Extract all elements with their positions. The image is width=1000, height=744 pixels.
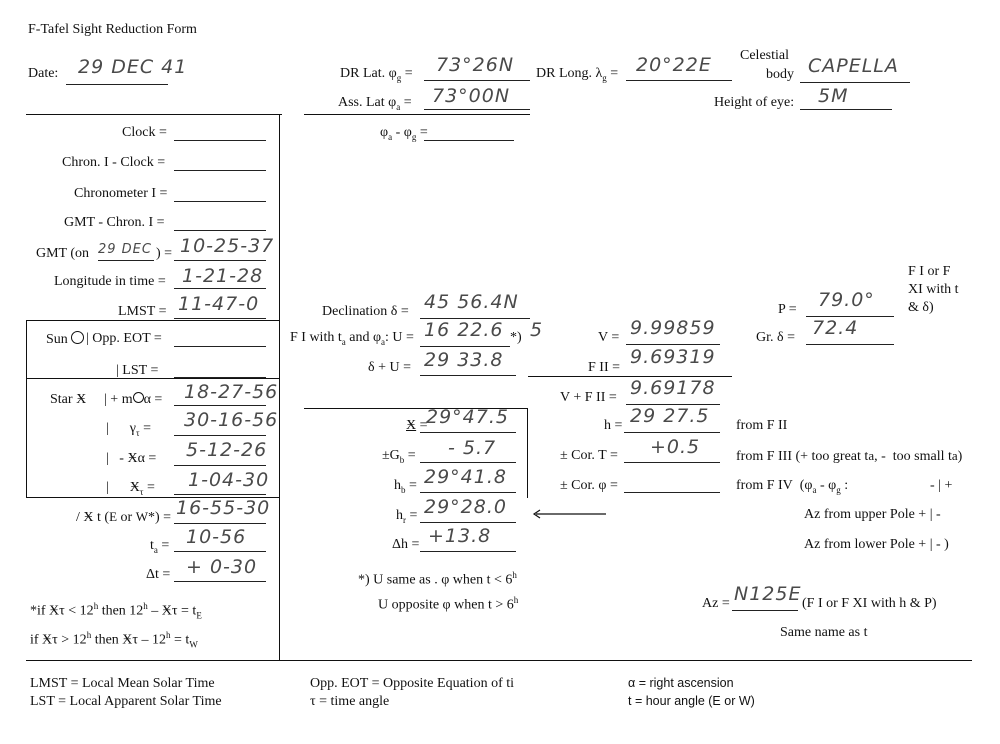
header-divider bbox=[304, 114, 530, 115]
dh-label: Δh = bbox=[392, 537, 420, 552]
ass-lat-value[interactable]: 73°00N bbox=[432, 85, 511, 107]
ass-lat-line bbox=[424, 109, 530, 110]
t-line bbox=[174, 523, 266, 524]
gr-value[interactable]: 72.4 bbox=[812, 317, 859, 339]
arrow-left-icon bbox=[530, 508, 608, 520]
gr-line bbox=[806, 344, 894, 345]
gb-value[interactable]: - 5.7 bbox=[448, 437, 497, 459]
fi-line bbox=[420, 346, 510, 347]
fii-value[interactable]: 9.69319 bbox=[630, 346, 716, 368]
chron-clock-label: Chron. I - Clock = bbox=[62, 155, 166, 170]
h-line bbox=[624, 432, 720, 433]
star-tau-line bbox=[174, 494, 266, 495]
long-time-line bbox=[174, 288, 266, 289]
fi-suffix: *) bbox=[510, 330, 522, 345]
opp-eot-line bbox=[174, 346, 266, 347]
az-value[interactable]: N125E bbox=[734, 583, 802, 605]
long-time-value[interactable]: 1-21-28 bbox=[182, 265, 264, 287]
date-value[interactable]: 29 DEC 41 bbox=[78, 56, 188, 78]
gmt-line bbox=[174, 260, 266, 261]
middle-box-right bbox=[527, 408, 528, 498]
dr-long-label: DR Long. $\lambda_g$ = bbox=[536, 66, 619, 83]
m-alpha-line bbox=[174, 405, 266, 406]
date-label: Date: bbox=[28, 66, 59, 81]
star-label bbox=[50, 392, 86, 408]
az-upper: Az from upper Pole + | - bbox=[804, 507, 941, 522]
dr-lat-value[interactable]: 73°26N bbox=[436, 54, 515, 76]
v-fii-label: V + F II = bbox=[560, 390, 617, 405]
dr-lat-line bbox=[424, 80, 530, 81]
xi-with-t: XI with t bbox=[908, 282, 959, 297]
and-delta: & δ) bbox=[908, 300, 934, 315]
dt-label: Δt = bbox=[146, 567, 171, 582]
fi-label: F I with $t_a$ and $\varphi_a$: U = bbox=[290, 330, 414, 347]
fi-or-f: F I or F bbox=[908, 264, 951, 279]
dt-line bbox=[174, 581, 266, 582]
gamma-tau-line bbox=[174, 435, 266, 436]
legend-opp-eot: Opp. EOT = Opposite Equation of ti bbox=[310, 676, 515, 691]
ta-value[interactable]: 10-56 bbox=[186, 526, 247, 548]
dh-line bbox=[420, 551, 516, 552]
t-value[interactable]: 16-55-30 bbox=[176, 497, 271, 519]
legend-t-hour: t = hour angle (E or W) bbox=[628, 694, 755, 708]
ass-lat-label: Ass. Lat $\varphi_a$ = bbox=[338, 95, 412, 112]
hr-line bbox=[420, 522, 516, 523]
cor-phi-label: ± Cor. φ = bbox=[560, 478, 618, 493]
same-name: Same name as t bbox=[780, 625, 868, 640]
v-fii-value[interactable]: 9.69178 bbox=[630, 377, 716, 399]
fii-label: F II = bbox=[588, 360, 621, 375]
gamma-tau-label: | $\gamma_\tau$ = bbox=[106, 421, 152, 438]
lst-label: | LST = bbox=[116, 363, 159, 378]
lmst-line bbox=[174, 318, 266, 319]
date-line bbox=[66, 84, 168, 85]
x-value[interactable]: 29°47.5 bbox=[426, 406, 509, 428]
gr-label: Gr. δ = bbox=[756, 330, 795, 345]
v-value[interactable]: 9.99859 bbox=[630, 317, 716, 339]
footnote-1: *) U same as . φ when $t < 6^h$ bbox=[358, 570, 517, 588]
declination-label: Declination δ = bbox=[322, 304, 409, 319]
note-2: if $Ӿ\tau > 12^h$ then $Ӿ\tau - 12^h = t_W$ bbox=[30, 630, 198, 650]
clock-line bbox=[174, 140, 266, 141]
t-label: / Ӿ t (E or W*) = bbox=[76, 509, 172, 525]
gmt-label-close: ) = bbox=[156, 246, 173, 261]
height-eye-line bbox=[800, 109, 892, 110]
ta-label: $t_a$ = bbox=[150, 538, 170, 555]
gamma-tau-value[interactable]: 30-16-56 bbox=[184, 409, 279, 431]
lmst-label: LMST = bbox=[118, 304, 167, 319]
minus-alpha-line bbox=[174, 465, 266, 466]
celestial-label-1: Celestial bbox=[740, 48, 789, 63]
hr-label: $h_r$ = bbox=[396, 508, 418, 525]
legend-lmst: LMST = Local Mean Solar Time bbox=[30, 676, 215, 691]
hb-value[interactable]: 29°41.8 bbox=[424, 466, 507, 488]
m-alpha-text: | + m bbox=[104, 392, 133, 407]
celestial-label-2: body bbox=[766, 67, 794, 82]
star-symbol-icon: Ӿ bbox=[76, 392, 87, 407]
cor-phi-line bbox=[624, 492, 720, 493]
h-note: from F II bbox=[736, 418, 788, 433]
gb-label: $\pm G_b$ = bbox=[382, 448, 416, 465]
legend-tau: τ = time angle bbox=[310, 694, 390, 709]
gmt-chron-line bbox=[174, 230, 266, 231]
declination-value[interactable]: 45 56.4N bbox=[424, 291, 519, 313]
phi-diff-label: $\varphi_a - \varphi_g$ = bbox=[380, 125, 428, 142]
lst-line bbox=[174, 377, 266, 378]
dr-lat-label: DR Lat. $\varphi_g$ = bbox=[340, 66, 413, 83]
dh-value[interactable]: +13.8 bbox=[428, 525, 492, 547]
minus-alpha-label: | - Ӿα = bbox=[106, 451, 157, 466]
celestial-line bbox=[800, 82, 910, 83]
gmt-value[interactable]: 10-25-37 bbox=[180, 235, 275, 257]
az-label: Az = bbox=[702, 596, 730, 611]
fi-margin-mark: 5 bbox=[530, 319, 544, 341]
left-box-top bbox=[26, 114, 282, 115]
cor-t-line bbox=[624, 462, 720, 463]
star-tau-label: | $Ӿ_\tau$ = bbox=[106, 480, 155, 497]
celestial-value[interactable]: CAPELLA bbox=[808, 55, 899, 77]
sun-box-top bbox=[26, 320, 280, 321]
h-label: h = bbox=[604, 418, 623, 433]
az-note: (F I or F XI with h & P) bbox=[802, 596, 937, 611]
v-label: V = bbox=[598, 330, 620, 345]
d-plus-u-label: δ + U = bbox=[368, 360, 411, 375]
cor-phi-signs: - | + bbox=[930, 478, 953, 493]
cor-t-value[interactable]: +0.5 bbox=[650, 436, 701, 458]
dt-value[interactable]: + 0-30 bbox=[186, 556, 258, 578]
note-1: *if $Ӿ\tau < 12^h$ then $12^h - Ӿ\tau = t_E$ bbox=[30, 601, 202, 621]
long-time-label: Longitude in time = bbox=[54, 274, 166, 289]
lmst-value[interactable]: 11-47-0 bbox=[178, 293, 260, 315]
star-tau-value[interactable]: 1-04-30 bbox=[188, 469, 270, 491]
p-value[interactable]: 79.0° bbox=[818, 289, 875, 311]
dr-long-line bbox=[626, 80, 732, 81]
chronometer-label: Chronometer I = bbox=[74, 186, 168, 201]
d-plus-u-line bbox=[420, 375, 516, 376]
ta-line bbox=[174, 551, 266, 552]
clock-label: Clock = bbox=[122, 125, 167, 140]
height-eye-value[interactable]: 5M bbox=[818, 85, 849, 107]
az-line bbox=[732, 610, 798, 611]
hb-label: $h_b$ = bbox=[394, 478, 417, 495]
left-box-right bbox=[279, 114, 280, 660]
cor-phi-note: from F IV ($\varphi_a - \varphi_g$ : bbox=[736, 478, 849, 495]
star-text: Star bbox=[50, 392, 73, 407]
sun-symbol-icon bbox=[71, 331, 84, 344]
form-title: F-Tafel Sight Reduction Form bbox=[28, 22, 197, 37]
sun-label bbox=[46, 331, 84, 348]
sun-text: Sun bbox=[46, 332, 68, 347]
v-line bbox=[626, 344, 720, 345]
dr-long-value[interactable]: 20°22E bbox=[636, 54, 712, 76]
cor-t-note: from F III (+ too great ta, - too small ta) bbox=[736, 448, 963, 464]
chron-clock-line bbox=[174, 170, 266, 171]
m-alpha-label: | + m α = bbox=[104, 392, 163, 407]
p-label: P = bbox=[778, 302, 797, 317]
sun-small-icon bbox=[133, 392, 144, 403]
legend-alpha: α = right ascension bbox=[628, 676, 734, 690]
sun-star-box-left bbox=[26, 320, 27, 498]
h-value[interactable]: 29 27.5 bbox=[630, 405, 710, 427]
gmt-date-line bbox=[98, 260, 154, 261]
gmt-date-value[interactable]: 29 DEC bbox=[98, 242, 152, 257]
footnote-2: U opposite φ when $t > 6^h$ bbox=[378, 595, 519, 613]
hr-value[interactable]: 29°28.0 bbox=[424, 496, 507, 518]
hb-line bbox=[420, 492, 516, 493]
fi-value[interactable]: 16 22.6 bbox=[424, 319, 504, 341]
az-lower: Az from lower Pole + | - ) bbox=[804, 537, 949, 552]
x-line bbox=[420, 432, 516, 433]
bottom-rule bbox=[26, 660, 972, 661]
legend-lst: LST = Local Apparent Solar Time bbox=[30, 694, 222, 709]
opp-eot-label: | Opp. EOT = bbox=[86, 331, 162, 346]
x-equals: = bbox=[419, 418, 428, 433]
cor-t-label: ± Cor. T = bbox=[560, 448, 618, 463]
x-symbol-icon: Ӿ bbox=[406, 418, 417, 433]
gb-line bbox=[420, 462, 516, 463]
phi-diff-line bbox=[424, 140, 514, 141]
m-alpha-value[interactable]: 18-27-56 bbox=[184, 381, 279, 403]
gmt-label: GMT (on bbox=[36, 246, 90, 261]
gmt-chron-label: GMT - Chron. I = bbox=[64, 215, 165, 230]
height-eye-label: Height of eye: bbox=[714, 95, 795, 110]
chronometer-line bbox=[174, 201, 266, 202]
minus-alpha-value[interactable]: 5-12-26 bbox=[186, 439, 268, 461]
d-plus-u-value[interactable]: 29 33.8 bbox=[424, 349, 504, 371]
